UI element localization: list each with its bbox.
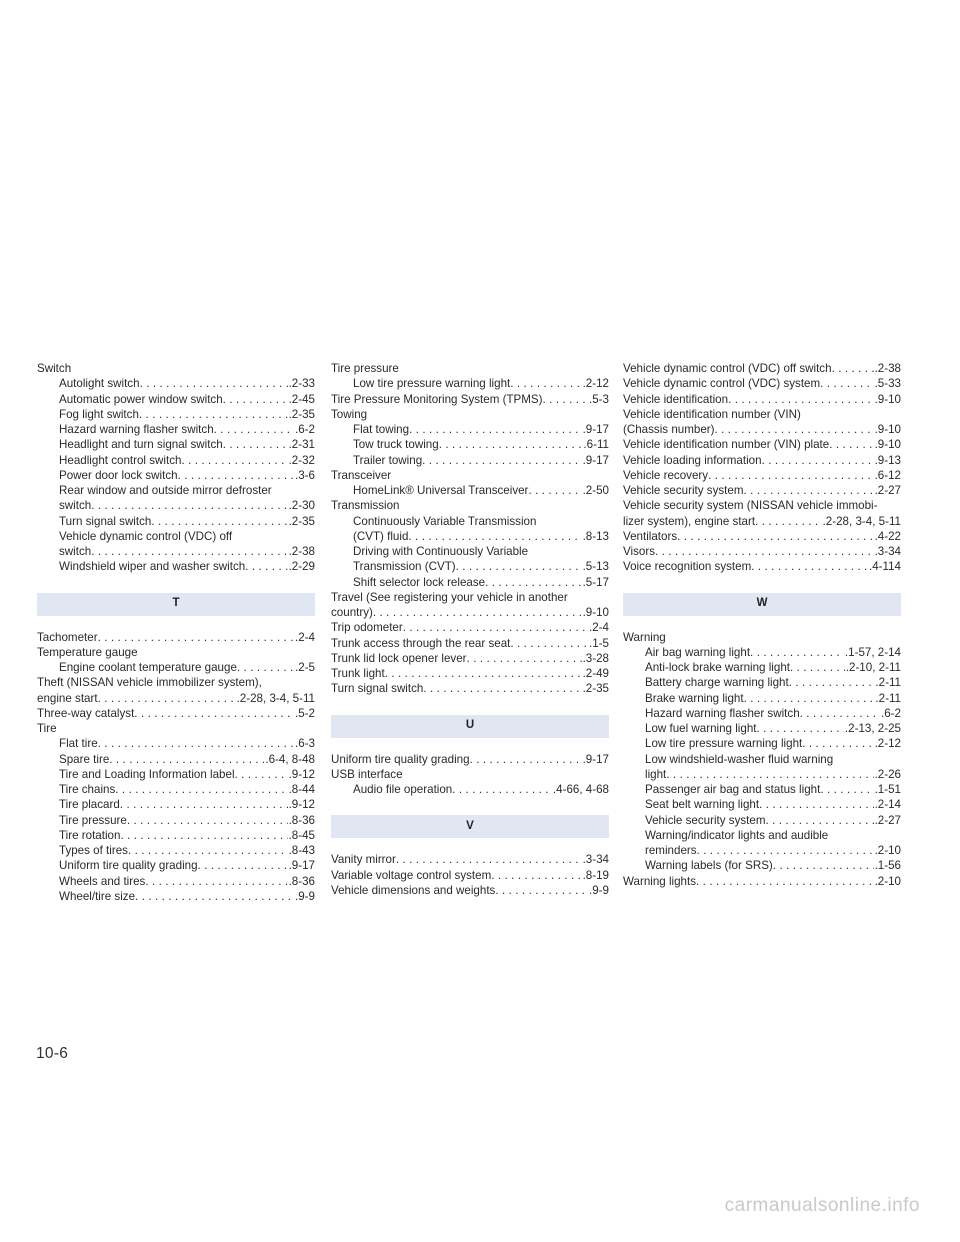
index-entry: Flat towing . . . .9-17 (331, 422, 609, 437)
index-entry-washer-line1: Low windshield-washer fluid warning (645, 752, 834, 766)
index-entry: Battery charge warning light . . . .2-11 (623, 675, 901, 690)
index-entry: Tow truck towing . . . .6-11 (331, 437, 609, 452)
index-entry: Vehicle security system . . . .2-27 (623, 483, 901, 498)
index-entry-engine-coolant: Engine coolant temperature gauge . . . .2-5 (37, 660, 315, 675)
index-entry: Vehicle identification number (VIN) plate . . . .9-10 (623, 437, 901, 452)
index-entry: Brake warning light . . . .2-11 (623, 691, 901, 706)
index-entry: Passenger air bag and status light . . . .1-51 (623, 782, 901, 797)
index-entry: Trailer towing . . . .9-17 (331, 453, 609, 468)
index-entry-tachometer: Tachometer . . . .2-4 (37, 630, 315, 645)
index-entry: Air bag warning light . . . .1-57, 2-14 (623, 645, 901, 660)
index-entry-uniform-grading: Uniform tire quality grading . . . .9-17 (331, 752, 609, 767)
index-entry-travel-line1: Travel (See registering your vehicle in another (331, 590, 568, 604)
index-entry: Tire chains . . . .8-44 (37, 782, 315, 797)
index-entry-homelink: HomeLink® Universal Transceiver . . . .2-50 (331, 483, 609, 498)
index-entry: Vehicle recovery . . . .6-12 (623, 468, 901, 483)
index-entry: Power door lock switch . . . .3-6 (37, 468, 315, 483)
index-entry-vin-line1: Vehicle identification number (VIN) (623, 407, 801, 421)
index-entry: Vanity mirror . . . .3-34 (331, 852, 609, 867)
index-entry: Trip odometer . . . .2-4 (331, 620, 609, 635)
index-heading-warning: Warning (623, 630, 666, 644)
index-entry-travel: country) . . . .9-10 (331, 605, 609, 620)
index-entry-line1: Vehicle dynamic control (VDC) off (59, 529, 233, 543)
index-entry-cvt-driving-line1: Driving with Continuously Variable (353, 545, 529, 558)
index-entry: Vehicle identification . . . .9-10 (623, 392, 901, 407)
index-column-3 (623, 361, 901, 889)
index-heading-usb: USB interface (331, 767, 403, 781)
section-letter-t: T (37, 593, 315, 616)
section-letter-w: W (623, 593, 901, 616)
section-letter-u: U (331, 715, 609, 738)
index-entry: Tire placard . . . .9-12 (37, 797, 315, 812)
index-entry: Types of tires . . . .8-43 (37, 843, 315, 858)
index-entry: Voice recognition system . . . .4-114 (623, 559, 901, 574)
index-entry: Tire rotation . . . .8-45 (37, 828, 315, 843)
index-entry: switch . . . .2-30 (37, 498, 315, 513)
index-entry: Vehicle loading information . . . .9-13 (623, 453, 901, 468)
index-entry-vin: (Chassis number) . . . .9-10 (623, 422, 901, 437)
index-entry-theft: engine start . . . .2-28, 3-4, 5-11 (37, 691, 315, 706)
index-entry-theft-line1: Theft (NISSAN vehicle immobilizer system), (37, 676, 262, 690)
index-entry-audio-file: Audio file operation . . . .4-66, 4-68 (331, 782, 609, 797)
index-entry-tpms: Tire Pressure Monitoring System (TPMS) . . . .5-3 (331, 392, 609, 407)
index-column-1 (37, 361, 315, 904)
index-entry: switch . . . .2-38 (37, 544, 315, 559)
index-entry: Spare tire . . . .6-4, 8-48 (37, 752, 315, 767)
index-entry: Wheel/tire size . . . .9-9 (37, 889, 315, 904)
index-entry: Autolight switch . . . .2-33 (37, 376, 315, 391)
index-entry: Vehicle dynamic control (VDC) off switch . . . .2-38 (623, 361, 901, 376)
index-entry: Low tire pressure warning light . . . .2-12 (623, 736, 901, 751)
index-entry: Vehicle dimensions and weights . . . .9-9 (331, 883, 609, 898)
index-entry-cvt-fluid: (CVT) fluid . . . .8-13 (331, 529, 609, 544)
index-heading-towing: Towing (331, 407, 368, 421)
index-entry: Hazard warning flasher switch . . . .6-2 (623, 706, 901, 721)
index-entry: Low fuel warning light . . . .2-13, 2-25 (623, 721, 901, 736)
index-entry: Headlight control switch . . . .2-32 (37, 453, 315, 468)
index-heading-transceiver: Transceiver (331, 468, 392, 482)
index-entry-srs-labels: Warning labels (for SRS) . . . .1-56 (623, 858, 901, 873)
index-heading-temperature-gauge: Temperature gauge (37, 645, 138, 659)
page-number: 10-6 (36, 1045, 69, 1062)
index-entry-shift-lock: Shift selector lock release . . . .5-17 (331, 575, 609, 590)
index-heading-switch: Switch (37, 362, 72, 375)
index-entry: Turn signal switch . . . .2-35 (331, 681, 609, 696)
index-entry-line1: Rear window and outside mirror defroster (59, 484, 272, 497)
index-entry-audible-line1: Warning/indicator lights and audible (645, 828, 829, 842)
index-entry: Headlight and turn signal switch . . . .2-31 (37, 437, 315, 452)
index-entry-warning-lights: Warning lights . . . .2-10 (623, 874, 901, 889)
index-entry: Trunk lid lock opener lever . . . .3-28 (331, 651, 609, 666)
index-heading-tire-pressure: Tire pressure (331, 362, 399, 375)
index-heading-tire: Tire (37, 722, 57, 735)
index-entry: Anti-lock brake warning light . . . .2-10, 2-11 (623, 660, 901, 675)
index-entry: Flat tire . . . .6-3 (37, 736, 315, 751)
index-entry: Uniform tire quality grading . . . .9-17 (37, 858, 315, 873)
index-entry-vss-nissan: lizer system), engine start . . . .2-28, 3-4, 5-11 (623, 514, 901, 529)
index-entry-cvt-fluid-line1: Continuously Variable Transmission (353, 514, 537, 528)
index-column-2 (331, 361, 609, 898)
index-entry: Windshield wiper and washer switch . . . .2-29 (37, 559, 315, 574)
index-heading-transmission: Transmission (331, 499, 400, 513)
index-entry: Turn signal switch . . . .2-35 (37, 514, 315, 529)
index-entry: Ventilators . . . .4-22 (623, 529, 901, 544)
index-entry: Fog light switch . . . .2-35 (37, 407, 315, 422)
index-entry-washer: light . . . .2-26 (623, 767, 901, 782)
index-entry-three-way-catalyst: Three-way catalyst . . . .5-2 (37, 706, 315, 721)
index-entry: Seat belt warning light . . . .2-14 (623, 797, 901, 812)
index-entry: Visors . . . .3-34 (623, 544, 901, 559)
section-letter-v: V (331, 815, 609, 838)
index-entry-low-tire-pressure: Low tire pressure warning light . . . .2-12 (331, 376, 609, 391)
index-entry: Vehicle dynamic control (VDC) system . . . .5-33 (623, 376, 901, 391)
index-entry: Tire pressure . . . .8-36 (37, 813, 315, 828)
index-entry-cvt-driving: Transmission (CVT) . . . .5-13 (331, 559, 609, 574)
index-entry: Automatic power window switch . . . .2-45 (37, 392, 315, 407)
index-entry: Tire and Loading Information label . . . .9-12 (37, 767, 315, 782)
index-entry: Trunk access through the rear seat . . . .1-5 (331, 636, 609, 651)
index-entry: Hazard warning flasher switch . . . .6-2 (37, 422, 315, 437)
index-entry: Wheels and tires . . . .8-36 (37, 874, 315, 889)
index-entry: Variable voltage control system . . . .8-19 (331, 868, 609, 883)
watermark-logo: carmanualsonline.info (724, 1195, 920, 1216)
index-entry-audible: reminders . . . .2-10 (623, 843, 901, 858)
index-entry: Trunk light . . . .2-49 (331, 666, 609, 681)
index-entry: Vehicle security system . . . .2-27 (623, 813, 901, 828)
index-entry-vss-nissan-line1: Vehicle security system (NISSAN vehicle immobi- (623, 499, 878, 513)
